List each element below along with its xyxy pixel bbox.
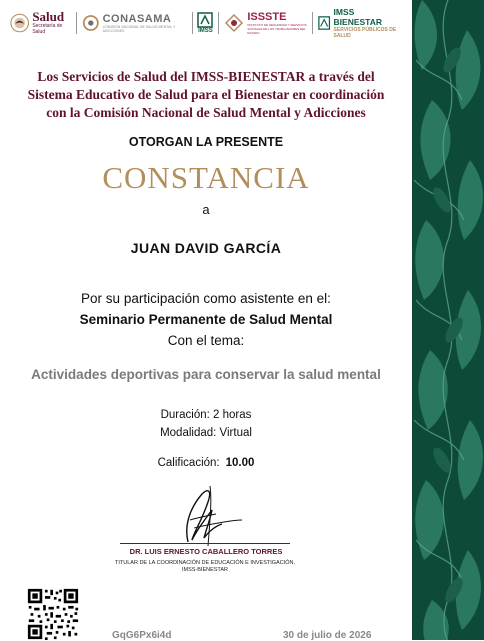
intro-text [0,68,412,122]
decorative-side-band [412,0,484,640]
eagle-seal-icon [10,12,29,34]
signature-image [150,480,260,550]
bienestar-sub: SERVICIOS PÚBLICOS DE SALUD [333,27,397,39]
topic-title: Actividades deportivas para conservar la salud mental [31,367,381,382]
divider [312,12,313,34]
issste-emblem-icon [224,13,244,33]
leaf-pattern [412,0,484,640]
participation-block [0,288,412,351]
divider [76,12,77,34]
imss-bienestar-logo [318,8,405,38]
salud-name: Salud [32,9,65,24]
grade-value: 10.00 [225,457,255,469]
participation-text: Por su participación como asistente en el: [81,291,331,306]
folio-code: GqG6Px6i4d [112,630,172,641]
signature-line [120,543,290,544]
conasama-sub: COMISIÓN NACIONAL DE SALUD MENTAL Y ADICCIONES [102,24,176,33]
course-details [0,406,412,442]
imss-name: IMSS [198,28,213,34]
divider [192,12,193,34]
a-connector: a [202,202,210,217]
constancia-title: CONSTANCIA [102,160,310,195]
recipient-name: JUAN DAVID GARCÍA [130,240,282,256]
intro-line: Los Servicios de Salud del IMSS-BIENESTAR a través del [37,69,375,84]
grade-line [0,457,412,469]
intro-line: Sistema Educativo de Salud para el Bienestar en coordinación [27,87,385,102]
issste-name: ISSSTE [247,10,287,23]
header-logos [10,8,405,38]
issste-logo [224,8,307,38]
signer-title-line: TITULAR DE LA COORDINACIÓN DE EDUCACIÓN E INVESTIGACIÓN, [115,560,295,566]
intro-line: con la Comisión Nacional de Salud Mental y Adicciones [46,105,366,120]
signer-title-line: IMSS-BIENESTAR [181,567,229,573]
bienestar-name: IMSS BIENESTAR [333,7,383,27]
conasama-name: CONASAMA [102,12,172,25]
duration-text: Duración: 2 horas [160,409,252,421]
imss-emblem-icon [197,12,213,28]
salud-sub: Secretaría de Salud [32,23,63,35]
imss-logo [197,8,213,38]
qr-code-icon [24,588,82,640]
divider [218,12,219,34]
conasama-emblem-icon [82,13,100,33]
signer-title [110,560,300,574]
otorgan-heading: OTORGAN LA PRESENTE [128,135,284,149]
conasama-logo [82,8,187,38]
signer-name: DR. LUIS ERNESTO CABALLERO TORRES [129,547,283,556]
seminar-name: Seminario Permanente de Salud Mental [79,312,333,327]
bienestar-emblem-icon [318,15,330,31]
grade-label: Calificación: [157,457,220,469]
issste-sub: INSTITUTO DE SEGURIDAD Y SERVICIOS SOCIALES DE LOS TRABAJADORES DEL ESTADO [247,22,307,35]
modality-text: Modalidad: Virtual [160,427,252,439]
topic-label: Con el tema: [167,333,245,348]
salud-logo [10,8,71,38]
issue-date: 30 de julio de 2026 [283,630,372,641]
